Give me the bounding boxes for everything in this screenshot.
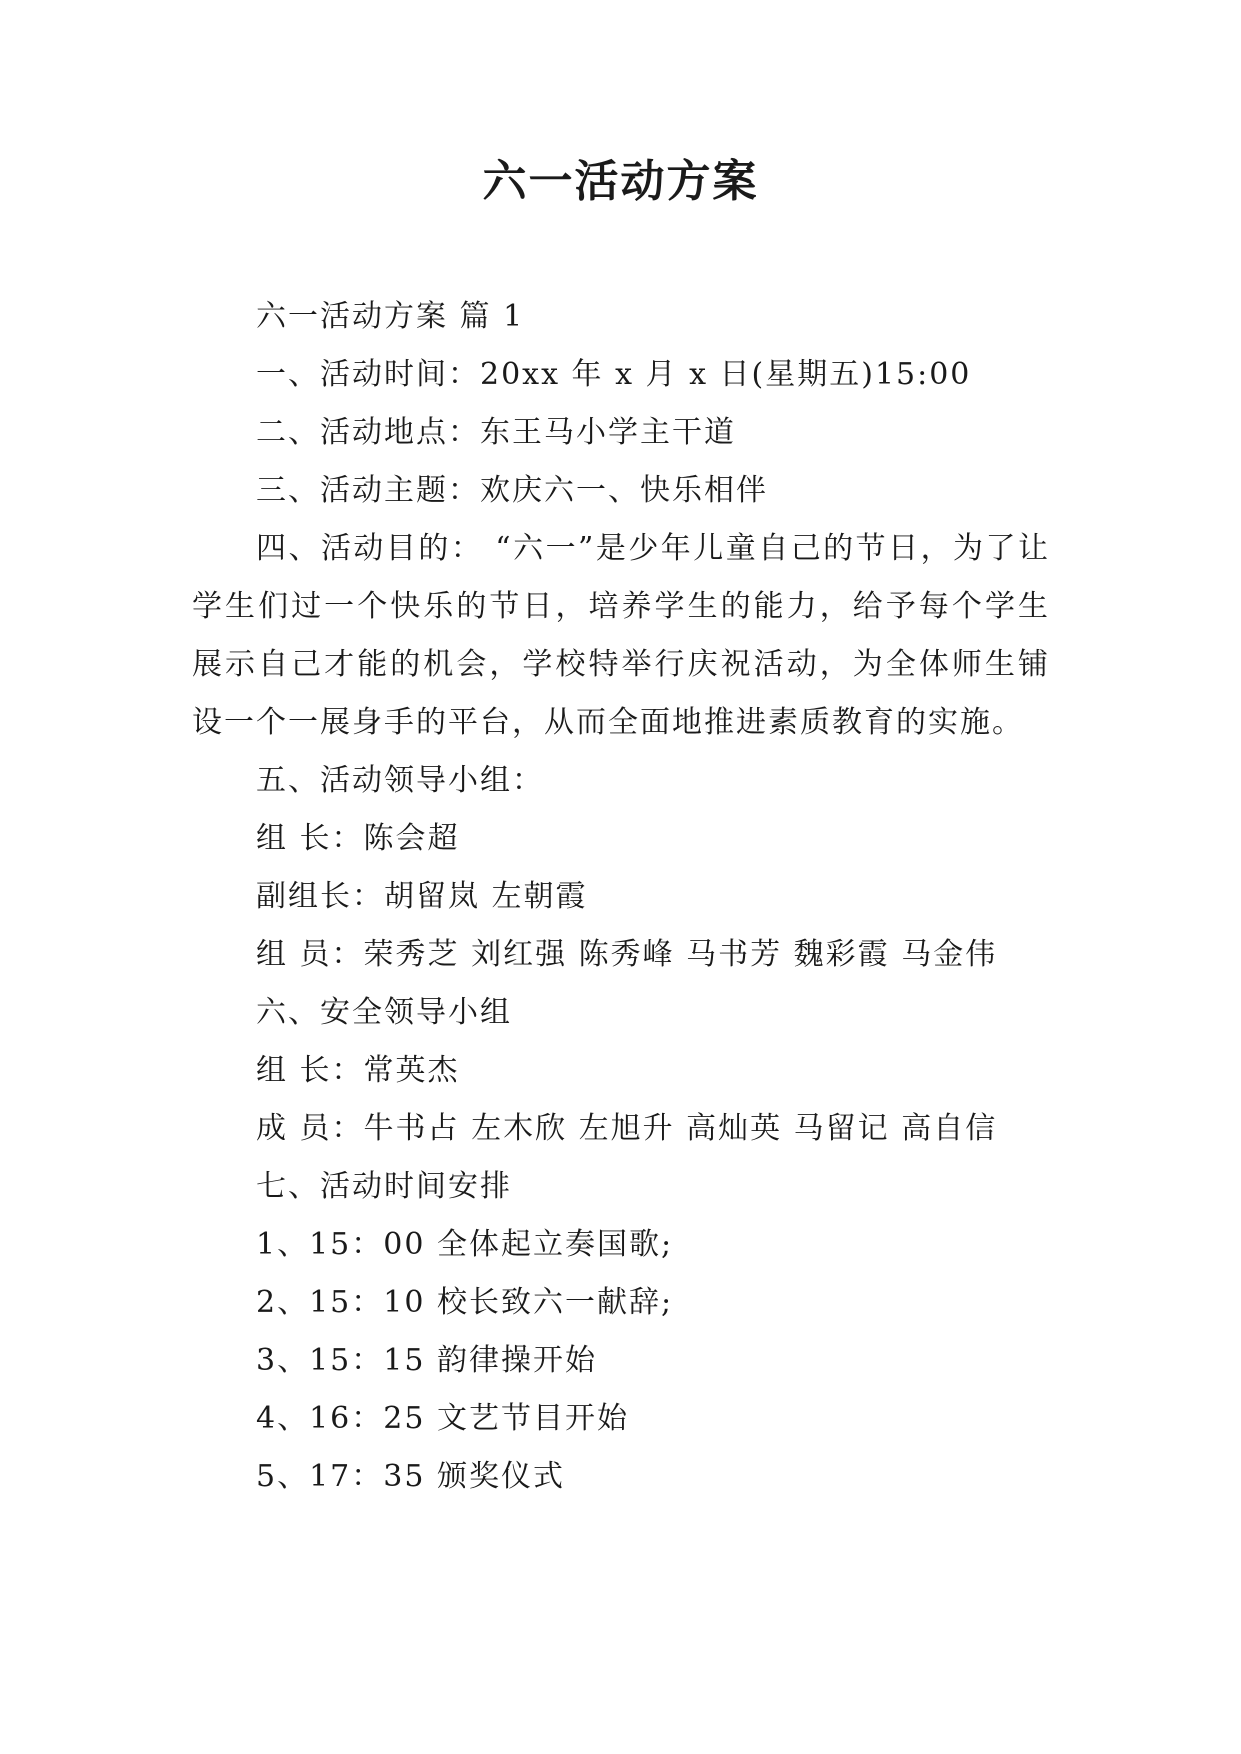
schedule-item: 2、15：10 校长致六一献辞; — [256, 1285, 674, 1320]
activity-time: 一、活动时间：20xx 年 x 月 x 日(星期五)15:00 — [256, 357, 972, 392]
activity-theme: 三、活动主题：欢庆六一、快乐相伴 — [256, 473, 768, 508]
document-body — [192, 288, 1050, 1506]
safety-leader: 组 长：常英杰 — [256, 1053, 460, 1088]
leadership-members: 组 员：荣秀芝 刘红强 陈秀峰 马书芳 魏彩霞 马金伟 — [256, 937, 998, 972]
schedule-item: 1、15：00 全体起立奏国歌; — [256, 1227, 674, 1262]
activity-location: 二、活动地点：东王马小学主干道 — [256, 415, 736, 450]
schedule-heading: 七、活动时间安排 — [256, 1169, 512, 1204]
section-heading: 六一活动方案 篇 1 — [256, 299, 525, 334]
document-title: 六一活动方案 — [482, 156, 759, 207]
schedule-item: 4、16：25 文艺节目开始 — [256, 1401, 629, 1436]
leadership-leader: 组 长：陈会超 — [256, 821, 460, 856]
activity-purpose: 四、活动目的： “六一”是少年儿童自己的节日，为了让学生们过一个快乐的节日，培养学生的能力，给予每个学生展示自己才能的机会，学校特举行庆祝活动，为全体师生铺设一个一展身手的平台，从而全面地推进素质教育的实施。 — [192, 531, 1050, 740]
safety-group-heading: 六、安全领导小组 — [256, 995, 512, 1030]
schedule-item: 3、15：15 韵律操开始 — [256, 1343, 597, 1378]
leadership-deputy: 副组长：胡留岚 左朝霞 — [256, 879, 588, 914]
schedule-item: 5、17：35 颁奖仪式 — [256, 1459, 565, 1494]
leadership-group-heading: 五、活动领导小组： — [256, 763, 544, 798]
safety-members: 成 员：牛书占 左木欣 左旭升 高灿英 马留记 高自信 — [256, 1111, 998, 1146]
